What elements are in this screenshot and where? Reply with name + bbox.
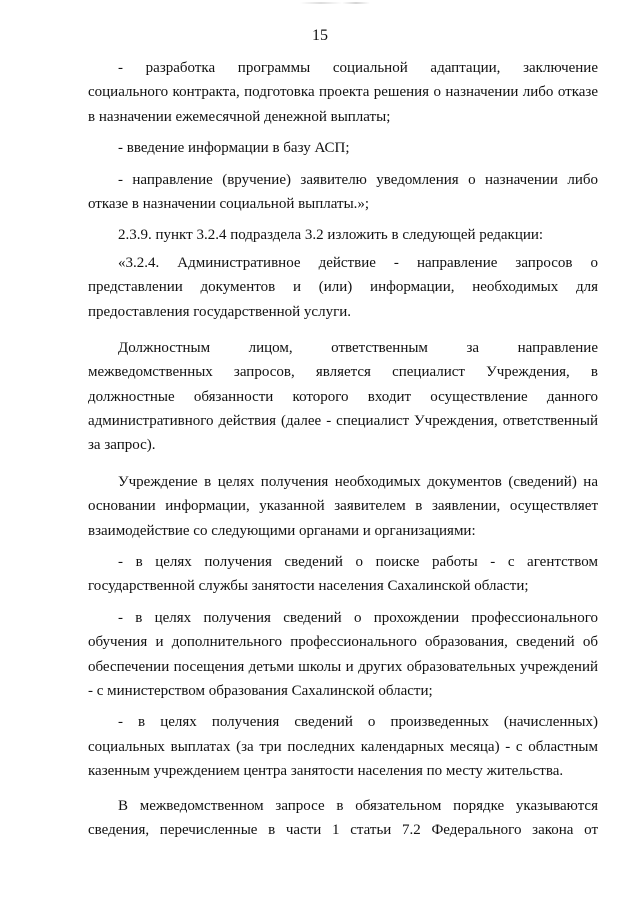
text-line: взаимодействие со следующими органами и организациями:	[88, 522, 476, 539]
paragraph-notification	[88, 168, 598, 217]
text-line: государственной службы занятости населения Сахалинской области;	[88, 578, 529, 595]
text-line: - с министерством образования Сахалинской области;	[88, 682, 433, 699]
paragraph-institution-interaction	[88, 470, 598, 543]
document-body	[88, 56, 598, 842]
text-line: - в целях получения сведений о прохождении профессионального	[118, 609, 598, 626]
text-line: социального контракта, подготовка проекта решения о назначении либо отказе	[88, 84, 598, 101]
text-line: за запрос).	[88, 437, 156, 454]
paragraph-program-development	[88, 56, 598, 129]
text-line: обучения и дополнительного профессионального образования, сведений об	[88, 634, 598, 651]
text-line: предоставления государственной услуги.	[88, 303, 352, 320]
page-number: 15	[312, 27, 328, 44]
text-line: «3.2.4. Административное действие - направление запросов о	[118, 254, 598, 271]
text-line: социальных выплатах (за три последних календарных месяца) - с областным	[88, 738, 598, 755]
text-line: - введение информации в базу АСП;	[118, 140, 350, 157]
text-line: сведения, перечисленные в части 1 статьи 7.2 Федерального закона от	[88, 821, 598, 838]
text-line: - в целях получения сведений о произведенных (начисленных)	[118, 714, 598, 731]
text-line: в назначении ежемесячной денежной выплаты;	[88, 108, 391, 125]
text-line: Учреждение в целях получения необходимых документов (сведений) на	[118, 473, 598, 490]
text-line: административного действия (далее - специалист Учреждения, ответственный	[88, 413, 598, 430]
text-line: Должностным лицом, ответственным за направление	[118, 339, 598, 356]
paragraph-job-search	[88, 550, 598, 599]
paragraph-education	[88, 606, 598, 704]
text-line: основании информации, указанной заявителем в заявлении, осуществляет	[88, 498, 598, 515]
paragraph-social-payments	[88, 710, 598, 783]
text-line: - разработка программы социальной адаптации, заключение	[118, 60, 598, 76]
text-line: межведомственных запросов, является специалист Учреждения, в	[88, 364, 598, 381]
text-line: отказе в назначении социальной выплаты.»;	[88, 195, 370, 212]
paragraph-responsible-official	[88, 336, 598, 458]
paragraph-asp-database	[88, 136, 598, 160]
text-line: 2.3.9. пункт 3.2.4 подраздела 3.2 изложить в следующей редакции:	[118, 227, 544, 244]
paragraph-interagency-request	[88, 794, 598, 843]
text-line: представлении документов и (или) информации, необходимых для	[88, 279, 598, 296]
scan-artifact	[300, 2, 370, 4]
paragraph-3-2-4	[88, 251, 598, 324]
text-line: должностные обязанности которого входит осуществление данного	[88, 388, 598, 405]
text-line: - направление (вручение) заявителю уведомления о назначении либо	[118, 171, 598, 188]
text-line: В межведомственном запросе в обязательном порядке указываются	[118, 797, 598, 814]
text-line: казенным учреждением центра занятости населения по месту жительства.	[88, 763, 564, 780]
paragraph-2-3-9	[88, 223, 598, 247]
text-line: обеспечении посещения детьми школы и других образовательных учреждений	[88, 658, 598, 675]
text-line: - в целях получения сведений о поиске работы - с агентством	[118, 554, 598, 571]
